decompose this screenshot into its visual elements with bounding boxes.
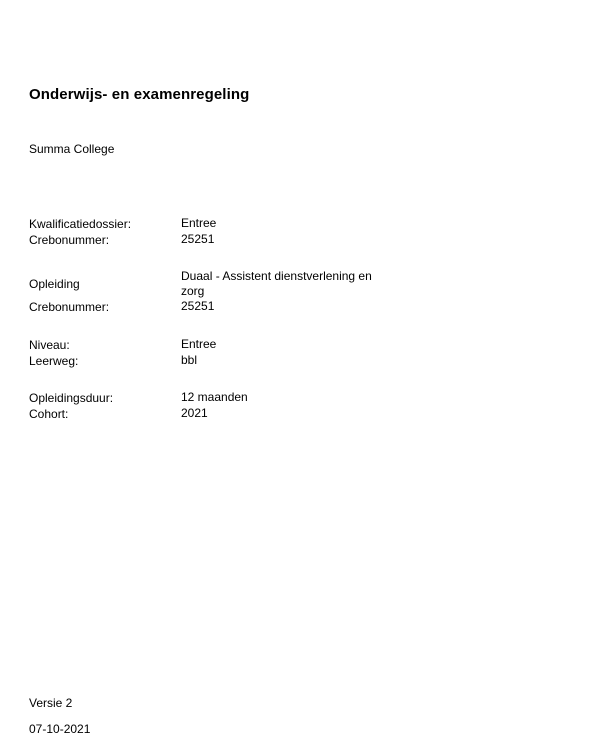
document-title: Onderwijs- en examenregeling xyxy=(29,86,250,103)
version-text: Versie 2 xyxy=(29,696,73,710)
leerweg-label: Leerweg: xyxy=(29,354,79,368)
crebonummer-label: Crebonummer: xyxy=(29,233,110,247)
opleidingsduur-value: 12 maanden xyxy=(181,390,248,404)
cohort-value: 2021 xyxy=(181,406,208,420)
date-text: 07-10-2021 xyxy=(29,722,91,736)
kwalificatiedossier-label: Kwalificatiedossier: xyxy=(29,217,132,231)
niveau-value: Entree xyxy=(181,337,217,351)
kwalificatiedossier-value: Entree xyxy=(181,216,217,230)
organization-name: Summa College xyxy=(29,142,115,156)
leerweg-value: bbl xyxy=(181,353,198,367)
opleiding-crebonummer-value: 25251 xyxy=(181,299,215,313)
opleiding-label: Opleiding xyxy=(29,277,80,291)
opleiding-value: Duaal - Assistent dienstverlening en zorg xyxy=(181,269,372,298)
opleiding-crebonummer-label: Crebonummer: xyxy=(29,300,110,314)
opleidingsduur-label: Opleidingsduur: xyxy=(29,391,114,405)
niveau-label: Niveau: xyxy=(29,338,70,352)
crebonummer-value: 25251 xyxy=(181,232,215,246)
cohort-label: Cohort: xyxy=(29,407,69,421)
